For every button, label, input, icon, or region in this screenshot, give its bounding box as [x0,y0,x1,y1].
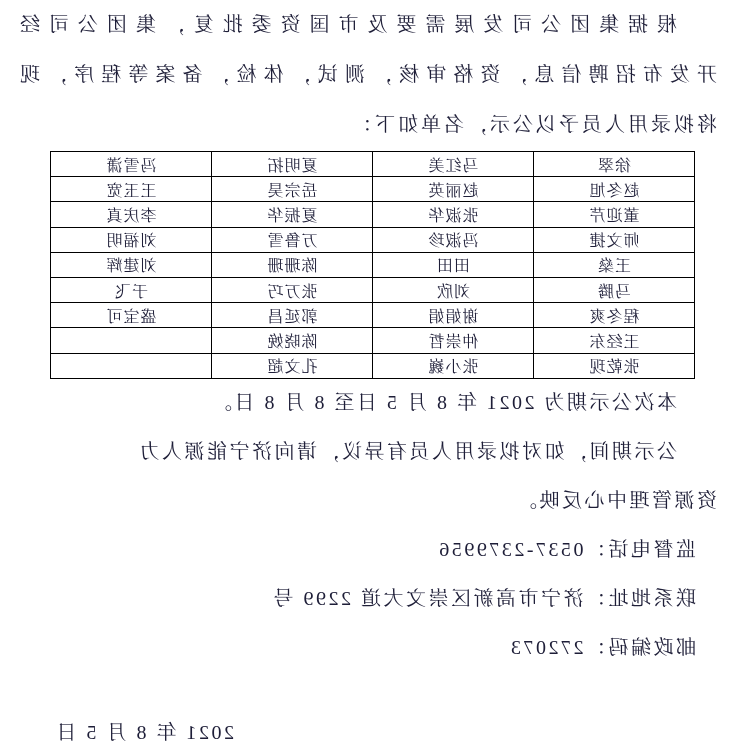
supervision-phone-line: 监督电话：0537-2379956 [436,538,696,561]
table-cell [51,353,212,378]
table-cell: 徐翠 [534,152,695,177]
table-cell: 岳宗昊 [212,177,373,202]
table-cell: 赵冬旭 [534,177,695,202]
table-cell: 谢娟娟 [373,303,534,328]
table-cell: 盛宝可 [51,303,212,328]
table-cell: 张淑华 [373,202,534,227]
table-cell: 师文捷 [534,227,695,252]
table-row [51,202,695,227]
intro-line-2: 开发布招聘信息，资格审核，测试，体检，备案等程序，现 [17,64,717,86]
table-cell: 于飞 [51,277,212,302]
lower-text-block [17,379,717,749]
table-cell: 冯雪潇 [51,152,212,177]
table-cell: 孔文超 [212,353,373,378]
objection-line-1: 公示期间，如对拟录用人员有异议，请向济宁能源人力 [137,440,677,463]
intro-paragraph [17,0,717,150]
table-cell: 夏明拓 [212,152,373,177]
table-cell: 马腾 [534,277,695,302]
table-cell: 张乾现 [534,353,695,378]
contact-address-line: 联系地址：济宁市高新区崇文大道 2299 号 [271,587,696,610]
table-cell [51,328,212,353]
table-cell: 冯淑珍 [373,227,534,252]
table-cell: 刘建辉 [51,252,212,277]
table-cell: 夏振华 [212,202,373,227]
document-body [17,0,717,749]
table-cell: 万鲁雪 [212,227,373,252]
table-cell: 王玉宽 [51,177,212,202]
postal-code-line: 邮政编码：272073 [508,636,696,659]
table-row [51,177,695,202]
notice-period-line: 本次公示期为 2021 年 8 月 5 日至 8 月 8 日。 [209,391,677,414]
table-cell: 田田 [373,252,534,277]
table-cell: 刘欣 [373,277,534,302]
table-row [51,353,695,378]
intro-line-3: 将拟录用人员予以公示，名单如下： [349,114,717,136]
table-cell: 刘福明 [51,227,212,252]
table-cell: 赵丽英 [373,177,534,202]
table-cell: 郭延昌 [212,303,373,328]
signature-date: 2021 年 8 月 5 日 [54,721,234,744]
table-cell: 王经东 [534,328,695,353]
table-row [51,303,695,328]
table-cell: 董迎芹 [534,202,695,227]
table-cell: 陈晓娩 [212,328,373,353]
candidate-name-table-body [51,152,695,379]
objection-line-2: 资源管理中心反映。 [514,489,717,512]
objection-paragraph [17,428,717,526]
table-cell: 陈珊珊 [212,252,373,277]
table-cell: 仲崇哲 [373,328,534,353]
table-row [51,277,695,302]
table-row [51,152,695,177]
table-row [51,328,695,353]
table-cell: 马红美 [373,152,534,177]
table-row [51,252,695,277]
table-cell: 李庆真 [51,202,212,227]
intro-line-1: 根据集团公司发展需要及市国资委批复，集团公司经 [17,14,677,36]
table-cell: 程冬爽 [534,303,695,328]
table-cell: 张小巍 [373,353,534,378]
table-cell: 王燊 [534,252,695,277]
candidate-name-table [50,151,695,379]
table-row [51,227,695,252]
table-cell: 张万巧 [212,277,373,302]
